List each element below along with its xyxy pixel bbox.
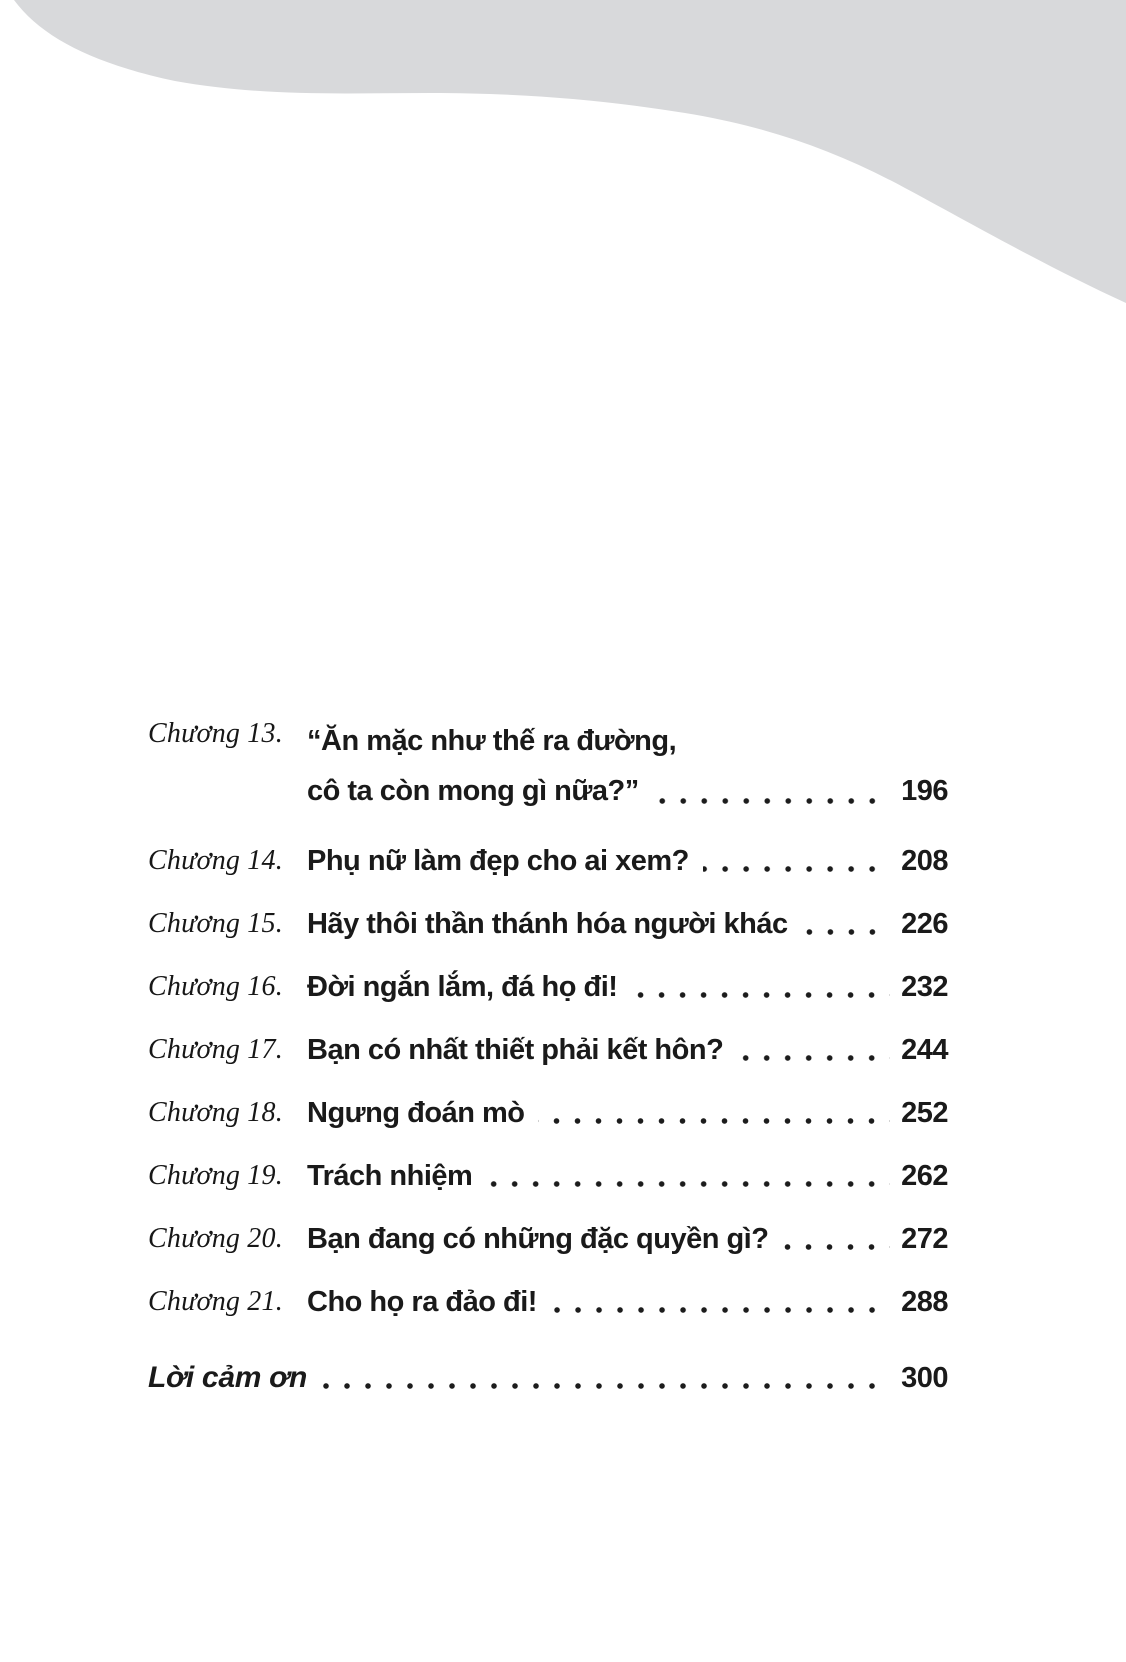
top-corner-swoosh-decoration <box>0 0 1126 330</box>
chapter-title-block <box>307 1032 948 1068</box>
dot-leader <box>782 1244 890 1250</box>
chapter-label: Chương 19. <box>148 1160 283 1191</box>
toc-entry <box>148 716 948 816</box>
chapter-title-block <box>307 1095 948 1131</box>
chapter-title-block <box>307 716 948 816</box>
chapter-title-line <box>307 1221 948 1257</box>
page-number: 300 <box>901 1362 948 1394</box>
toc-entry <box>148 906 948 942</box>
chapter-label: Chương 20. <box>148 1223 283 1254</box>
toc-entry <box>148 1284 948 1320</box>
dot-leader <box>486 1181 890 1187</box>
chapter-title: Phụ nữ làm đẹp cho ai xem? <box>307 845 689 877</box>
chapter-title-line <box>307 1158 948 1194</box>
toc-entry-acknowledgments <box>148 1359 948 1397</box>
chapter-title-line <box>307 1032 948 1068</box>
chapter-label: Chương 16. <box>148 971 283 1002</box>
chapter-title: Cho họ ra đảo đi! <box>307 1286 537 1318</box>
chapter-title-block <box>307 1158 948 1194</box>
chapter-title-line <box>307 1284 948 1320</box>
chapter-title: cô ta còn mong gì nữa?” <box>307 775 639 807</box>
chapter-title-block <box>307 969 948 1005</box>
toc-entry <box>148 1095 948 1131</box>
chapter-title: Ngưng đoán mò <box>307 1097 525 1129</box>
toc-entry <box>148 843 948 879</box>
chapter-title-line: “Ăn mặc như thế ra đường, <box>307 725 677 757</box>
chapter-title-line <box>307 969 948 1005</box>
chapter-title-line <box>307 843 948 879</box>
page-number: 196 <box>901 775 948 807</box>
chapter-label: Chương 21. <box>148 1286 283 1317</box>
page-number: 232 <box>901 971 948 1003</box>
toc-entry <box>148 1221 948 1257</box>
dot-leader <box>802 929 890 935</box>
page-number: 244 <box>901 1034 948 1066</box>
chapter-label: Chương 15. <box>148 908 283 939</box>
table-of-contents <box>148 716 948 1397</box>
chapter-title-line <box>307 1095 948 1131</box>
chapter-title: Bạn có nhất thiết phải kết hôn? <box>307 1034 724 1066</box>
chapter-label: Chương 18. <box>148 1097 283 1128</box>
chapter-label: Chương 14. <box>148 845 283 876</box>
acknowledgments-title: Lời cảm ơn <box>148 1361 307 1394</box>
chapter-title-block <box>307 906 948 942</box>
dot-leader <box>538 1118 890 1124</box>
chapter-title: Đời ngắn lắm, đá họ đi! <box>307 971 618 1003</box>
toc-entry <box>148 1158 948 1194</box>
swoosh-shape <box>14 0 1126 303</box>
chapter-label: Chương 13. <box>148 718 283 749</box>
dot-leader <box>321 1383 890 1389</box>
dot-leader <box>703 866 890 872</box>
chapter-title-block <box>307 843 948 879</box>
chapter-label: Chương 17. <box>148 1034 283 1065</box>
chapter-title: Hãy thôi thần thánh hóa người khác <box>307 908 788 940</box>
chapter-title: Trách nhiệm <box>307 1160 473 1192</box>
page-number: 226 <box>901 908 948 940</box>
chapter-title-line <box>307 906 948 942</box>
dot-leader <box>551 1307 890 1313</box>
chapter-title-block <box>307 1284 948 1320</box>
chapter-title: Bạn đang có những đặc quyền gì? <box>307 1223 769 1255</box>
page-number: 208 <box>901 845 948 877</box>
toc-entry <box>148 1032 948 1068</box>
page-number: 288 <box>901 1286 948 1318</box>
toc-entry-list <box>148 716 948 1320</box>
chapter-title-line <box>307 766 948 816</box>
page-number: 272 <box>901 1223 948 1255</box>
dot-leader <box>737 1055 890 1061</box>
dot-leader <box>653 798 890 804</box>
chapter-title-block <box>307 1221 948 1257</box>
page-number: 252 <box>901 1097 948 1129</box>
page-number: 262 <box>901 1160 948 1192</box>
toc-entry <box>148 969 948 1005</box>
dot-leader <box>631 992 890 998</box>
